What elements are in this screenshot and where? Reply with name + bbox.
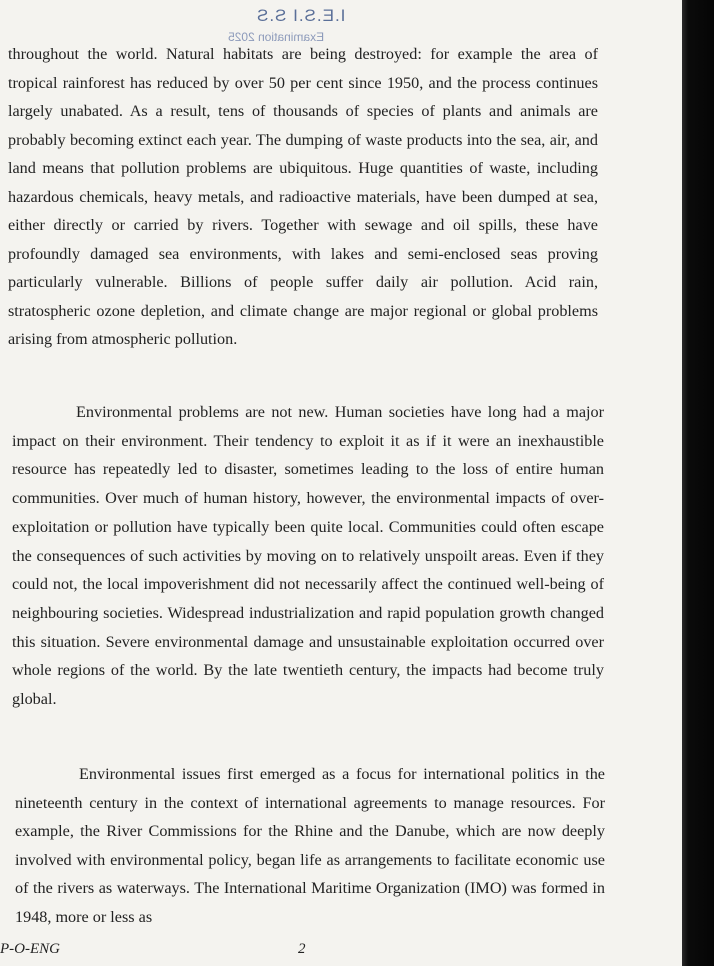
footer-paper-code: P-O-ENG — [0, 941, 60, 957]
paragraph-2: Environmental problems are not new. Human societies have long had a major impact on their environment. Their tendency to exploit it as if it were an inexhaustible resource has repeatedly led to disaster, sometimes leading to the loss of entire human communities. Over much of human history, however, the environmental impacts of over-exploitation or pollution have typically been quite local. Communities could often escape the consequences of such activities by moving on to relatively unspoilt areas. Even if they could not, the local impoverishment did not necessarily affect the continued well-being of neighbouring societies. Widespread industrialization and rapid population growth changed this situation. Severe environmental damage and unsustainable exploitation occurred over whole regions of the world. By the late twentieth century, the impacts had become truly global. — [12, 403, 604, 709]
scan-dark-edge — [682, 0, 714, 966]
page-number: 2 — [298, 941, 306, 957]
paragraph-3: Environmental issues first emerged as a focus for international politics in the nineteenth century in the context of international agreements to manage resources. For example, the River Commissions for the Rhine and the Danube, which are now deeply involved with environmental policy, began life as arrangements to facilitate economic use of the rivers as waterways. The International Maritime Organization (IMO) was formed in 1948, more or less as — [15, 765, 605, 926]
exam-stamp-subtext: Examination 2025 — [228, 30, 325, 44]
paragraph-1: throughout the world. Natural habitats are being destroyed: for example the area of tropical rainforest has reduced by over 50 per cent since 1950, and the process continues largely unabated. As a result, tens of thousands of species of plants and animals are probably becoming extinct each year. The dumping of waste products into the sea, air, and land means that pollution problems are ubiquitous. Huge quantities of waste, including hazardous chemicals, heavy metals, and radioactive materials, have been dumped at sea, either directly or carried by rivers. Together with sewage and oil spills, these have profoundly damaged sea environments, with lakes and semi-enclosed seas proving particularly vulnerable. Billions of people suffer daily air pollution. Acid rain, stratospheric ozone depletion, and climate change are major regional or global problems arising from atmospheric pollution. — [8, 45, 598, 348]
exam-stamp: I.E.S.I S.S — [256, 6, 346, 25]
